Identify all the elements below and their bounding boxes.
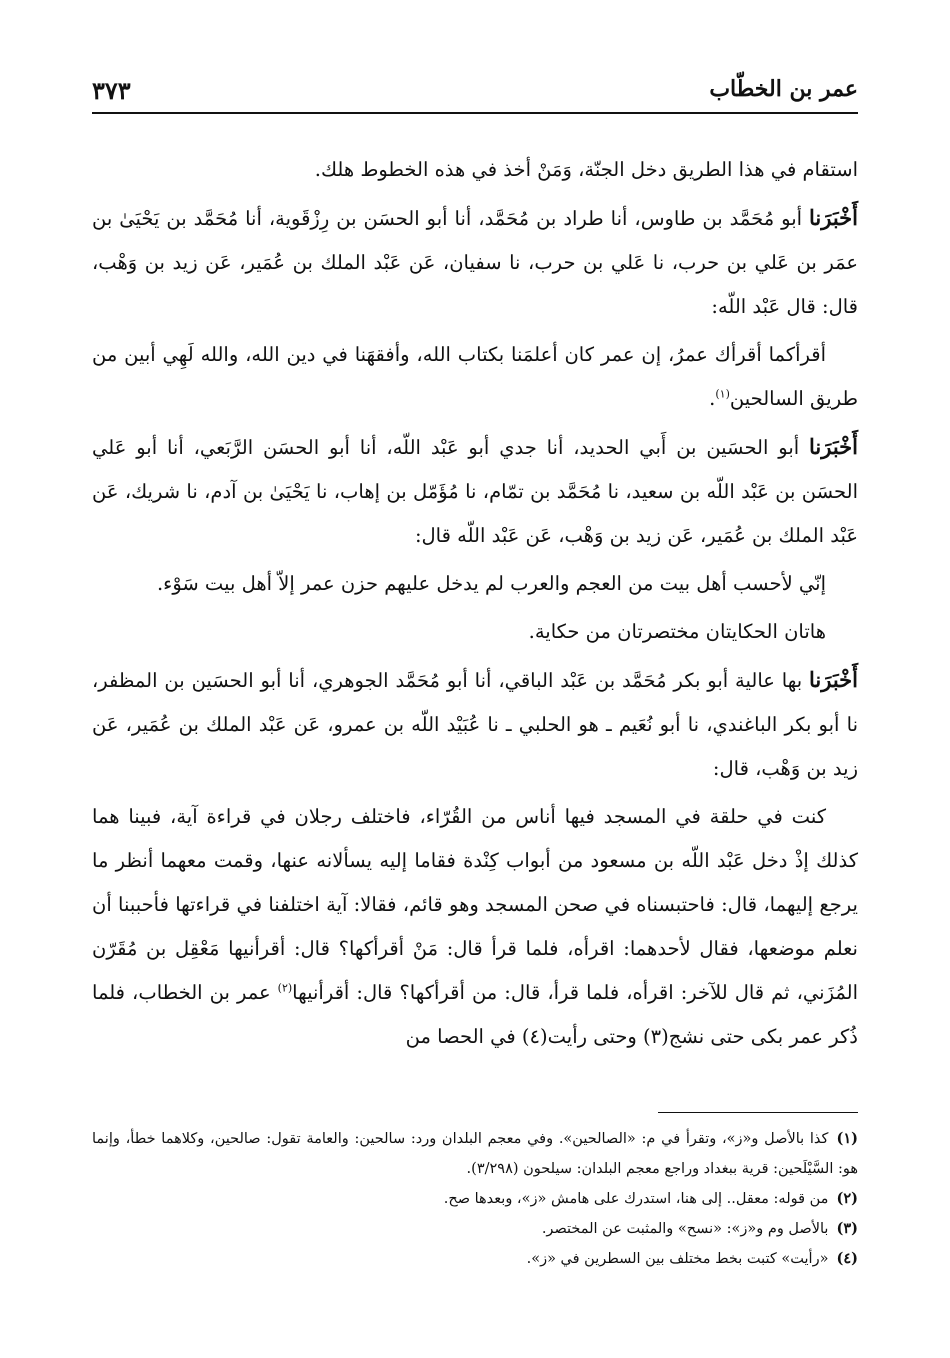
isnad-paragraph xyxy=(92,196,858,329)
paragraph-text: أقرأكما أقرأك عمرُ، إن عمر كان أعلمَنا بكتاب الله، وأفقهَنا في دين الله، والله لَهِي أبين من طريق السالحين xyxy=(92,343,858,410)
paragraph-text: كنت في حلقة في المسجد فيها أناس من القُرّاء، فاختلف رجلان في قراءة آية، فبينا هما كذلك إذْ دخل عَبْد اللّه بن مسعود من أبواب كِنْدة فقاما إليه يسألانه عنها، وقمت معهما أنظر ما يرجع إليهما، قال: فاحتبسناه في صحن المسجد وهو قائم، فقالا: آية اختلفنا في قراءتها فأحببنا أن نعلم موضعها، فقال لأحدهما: اقرأه، فلما قرأ قال: مَنْ أقرأكها؟ قال: أقرأنيها مَعْقِل بن مُقَرّن المُزَني، ثم قال للآخر: اقرأه، فلما قرأ، قال: من أقرأكها؟ قال: أقرأنيها xyxy=(92,805,859,1004)
running-title: عمر بن الخطّاب xyxy=(709,76,858,102)
footnote xyxy=(92,1244,858,1274)
isnad-paragraph xyxy=(92,425,858,558)
akhbarana-keyword: أَخْبَرَنا xyxy=(809,667,858,692)
akhbarana-keyword: أَخْبَرَنا xyxy=(809,434,858,459)
paragraph-text: أبو الحسَين بن أَبي الحديد، أنا جدي أبو عَبْد اللّه، أنا أبو الحسَن الرَّبَعي، أنا أبو عَلي الحسَن بن عَبْد اللّه بن سعيد، نا مُحَمَّد بن تمّام، نا مُؤَمّل بن إهاب، نا يَحْيَىٰ بن آدم، نا شريك، عَن عَبْد الملك بن عُمَير، عَن زيد بن وَهْب، عَن عَبْد اللّه قال: xyxy=(92,436,858,547)
footnote-divider xyxy=(658,1112,858,1113)
footnote-text: بالأصل وم و«ز»: «نسح» والمثبت عن المختصر. xyxy=(541,1221,829,1237)
footnote-number: (٢) xyxy=(836,1190,858,1207)
paragraph xyxy=(92,148,858,192)
paragraph-text: بها عالية أبو بكر مُحَمَّد بن عَبْد الباقي، أنا أبو مُحَمَّد الجوهري، أنا أبو الحسَين بن المظفر، نا أبو بكر الباغندي، نا أبو نُعَيم ـ هو الحلبي ـ نا عُبَيْد اللّه بن عمرو، عَن عَبْد الملك بن عُمَير، عَن زيد بن وَهْب، قال: xyxy=(92,669,858,780)
paragraph-text: استقام في هذا الطريق دخل الجنّة، وَمَنْ أخذ في هذه الخطوط هلك. xyxy=(314,158,858,181)
footnote-text: «رأيت» كتبت بخط مختلف بين السطرين في «ز». xyxy=(526,1251,829,1267)
matn-paragraph xyxy=(92,333,858,421)
akhbarana-keyword: أَخْبَرَنا xyxy=(809,205,858,230)
footnote xyxy=(92,1124,858,1184)
paragraph-text: أبو مُحَمَّد بن طاوس، أنا طراد بن مُحَمَّد، أنا أبو الحسَن بن رِزْقَوية، أنا مُحَمَّد بن يَحْيَىٰ بن عمَر بن عَلي بن حرب، نا عَلي بن حرب، نا سفيان، عَن عَبْد الملك بن عُمَير، عَن زيد بن وَهْب، قال: قال عَبْد اللّه: xyxy=(92,207,858,318)
running-header xyxy=(92,72,858,114)
paragraph-text: إنّي لأحسب أهل بيت من العجم والعرب لم يدخل عليهم حزن عمر إلاّ أهل بيت سَوْء. xyxy=(156,572,826,595)
isnad-paragraph xyxy=(92,658,858,791)
footnote-number: (٣) xyxy=(836,1220,858,1237)
footnote xyxy=(92,1214,858,1244)
footnote-ref[interactable]: (١) xyxy=(715,387,730,401)
paragraph-text: هاتان الحكايتان مختصرتان من حكاية. xyxy=(528,620,826,643)
footnote-number: (٤) xyxy=(836,1250,858,1267)
matn-paragraph xyxy=(92,795,858,1059)
footnote-ref[interactable]: (٢) xyxy=(277,981,293,995)
paragraph-tail: عمر بن الخطاب، فلما ذُكر عمر بكى حتى نشج(٣) وحتى رأيت(٤) في الحصا من xyxy=(92,981,858,1048)
footnote-text: كذا بالأصل و«ز»، وتقرأ في م: «الصالحين». وفي معجم البلدان ورد: سالحين: والعامة تقول: صالحين، وكلاهما خطأ، وإنما هو: السَّيْلَحين: قرية ببغداد وراجع معجم البلدان: سيلحون (٣/٢٩٨). xyxy=(92,1131,858,1177)
paragraph xyxy=(92,610,858,654)
footnotes xyxy=(92,1124,858,1274)
footnote xyxy=(92,1184,858,1214)
footnote-number: (١) xyxy=(836,1130,858,1147)
paragraph-tail: . xyxy=(709,387,716,410)
matn-paragraph xyxy=(92,562,858,606)
main-text xyxy=(92,148,858,1063)
footnote-text: من قوله: معقل.. إلى هنا، استدرك على هامش «ز»، وبعدها صح. xyxy=(443,1191,829,1207)
page-number: ٣٧٣ xyxy=(92,76,131,105)
